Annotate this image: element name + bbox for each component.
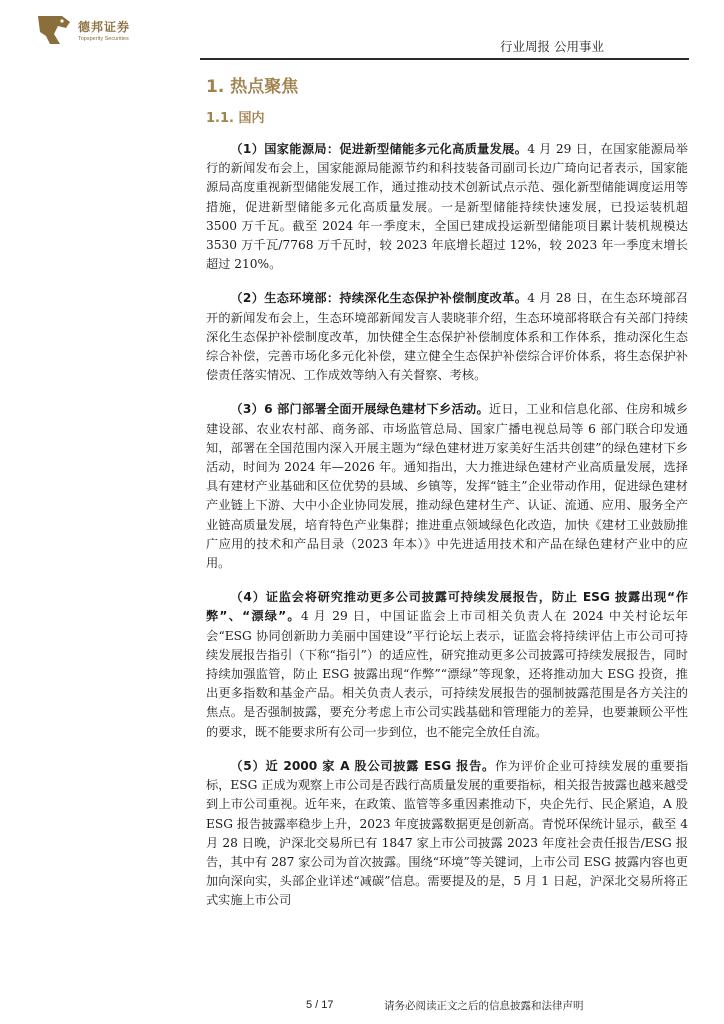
paragraph-title: 国家能源局：促进新型储能多元化高质量发展。 <box>264 142 528 156</box>
main-content <box>206 68 688 911</box>
company-name-en: Topsperity Securities <box>78 36 129 42</box>
logo-mark-icon <box>36 14 72 46</box>
subsection-heading: 1.1. 国内 <box>206 111 265 126</box>
paragraph-body: 4 月 29 日，在国家能源局举行的新闻发布会上，国家能源局能源节约和科技装备司副司长边广琦向记者表示，国家能源局高度重视新型储能发展工作，通过推动技术创新试点示范、强化新型储能调度运用等措施，促进新型储能多元化高质量发展。一是新型储能持续快速发展，已投运装机超 3500 万千瓦。截至 2024 年一季度末，全国已建成投运新型储能项目累计装机规模达 3530 万千瓦/7768 万千瓦时，较 2023 年底增长超过 12%，较 2023 年一季度末增长超过 210%。 <box>206 142 688 272</box>
paragraph-title: 6 部门部署全面开展绿色建材下乡活动。 <box>264 402 489 417</box>
page-header <box>0 0 724 64</box>
report-type: 行业周报 公用事业 <box>500 39 604 54</box>
section-heading: 1. 热点聚焦 <box>206 77 299 97</box>
paragraph-number: （2） <box>230 291 265 306</box>
company-logo <box>36 14 130 46</box>
header-divider <box>200 58 689 60</box>
paragraph-title: 证监会将研究推动更多公司披露可持续发展报告，防止 ESG 披露出现“作弊”、“漂绿”。 <box>206 590 689 624</box>
paragraph-body: 4 月 28 日，在生态环境部召开的新闻发布会上，生态环境部新闻发言人裴晓菲介绍，生态环境部将联合有关部门持续深化生态保护补偿制度改革，加快健全生态保护补偿制度体系和工作体系，推动深化生态综合补偿，完善市场化多元化补偿，建立健全生态保护补偿综合评价体系，将生态保护补偿责任落实情况、工作成效等纳入有关督察、考核。 <box>206 291 688 383</box>
paragraph-title: 生态环境部：持续深化生态保护补偿制度改革。 <box>264 291 528 306</box>
paragraph-number: （4） <box>230 590 266 605</box>
paragraph-body: 作为评价企业可持续发展的重要指标，ESG 正成为观察上市公司是否践行高质量发展的重要指标，相关报告披露也越来越受到上市公司重视。近年来，在政策、监管等多重因素推动下，央企先行、民企紧追，A 股 ESG 报告披露率稳步上升，2023 年度披露数据更是创新高。青悦环保统计显示，截至 4 月 28 日晚，沪深北交易所已有 1847 家上市公司披露 2023 年度社会责任报告/ESG 报告，其中有 287 家公司为首次披露。围绕“环境”等关键词，上市公司 ESG 披露内容也更加向深向实，头部企业详述“减碳”信息。需要提及的是，5 月 1 日起，沪深北交易所将正式实施上市公司 <box>206 758 689 908</box>
paragraph-body: 4 月 29 日，中国证监会上市司相关负责人在 2024 中关村论坛年会“ESG 协同创新助力美丽中国建设”平行论坛上表示，证监会将持续评估上市公司可持续发展报告指引（下称“指引”）的适应性，研究推动更多公司披露可持续发展报告，同时持续加强监管，防止 ESG 披露出现“作弊”“漂绿”等现象，还将推动加大 ESG 投资，推出更多指数和基金产品。相关负责人表示，可持续发展报告的强制披露范围是各方关注的焦点。是否强制披露，要充分考虑上市公司实践基础和管理能力的差异，也要兼顾公平性的要求，既不能要求所有公司一步到位，也不能完全放任自流。 <box>206 609 688 739</box>
paragraph-title: 近 2000 家 A 股公司披露 ESG 报告。 <box>265 758 495 773</box>
news-paragraph-4 <box>206 588 688 742</box>
paragraph-number: （3） <box>230 402 265 417</box>
paragraph-body: 近日，工业和信息化部、住房和城乡建设部、农业农村部、商务部、市场监管总局、国家广播电视总局等 6 部门联合印发通知，部署在全国范围内深入开展主题为“绿色建材进万家美好生活共创建”的绿色建材下乡活动，时间为 2024 年—2026 年。通知指出，大力推进绿色建材产业高质量发展，选择具有建材产业基础和区位优势的县域、乡镇等，发挥“链主”企业带动作用，促进绿色建材产业链上下游、大中小企业协同发展，推动绿色建材生产、认证、流通、应用、服务全产业链高质量发展，培育特色产业集群；推进重点领域绿色化改造，加快《建材工业鼓励推广应用的技术和产品目录（2023 年本）》中先进适用技术和产品在绿色建材产业中的应用。 <box>206 402 689 571</box>
news-paragraph-2 <box>206 289 688 385</box>
news-paragraph-3 <box>206 400 688 573</box>
page-number: 5 / 17 <box>306 999 334 1011</box>
company-name-cn: 德邦证券 <box>78 20 131 34</box>
disclaimer-note: 请务必阅读正文之后的信息披露和法律声明 <box>384 1000 584 1012</box>
news-paragraph-5 <box>206 757 688 911</box>
news-paragraph-1 <box>206 140 688 274</box>
paragraph-number: （5） <box>230 758 266 773</box>
paragraph-number: （1） <box>230 142 265 156</box>
